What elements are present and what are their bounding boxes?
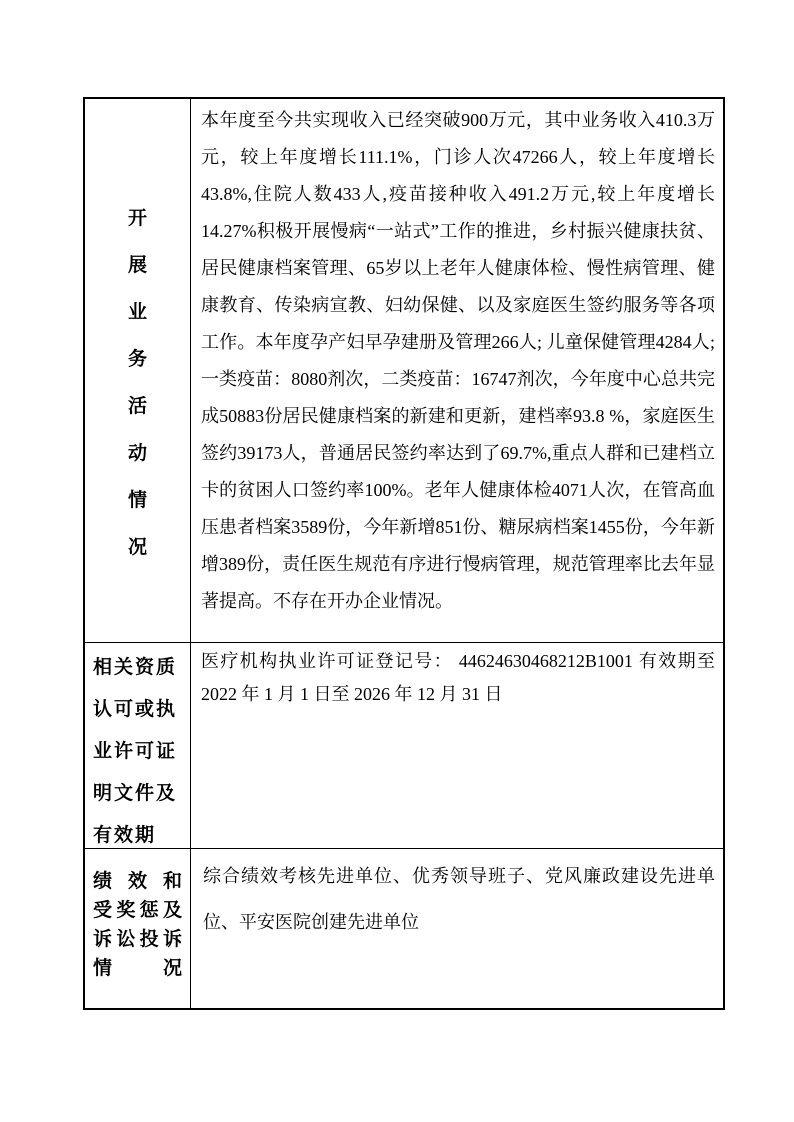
license-label-line: 明文件及 (93, 783, 178, 804)
report-table (83, 97, 725, 1010)
license-label-line: 认可或执 (93, 699, 178, 720)
awards-label-line: 情况 (93, 958, 182, 979)
business-activity-label (85, 99, 190, 642)
label-char: 动 (127, 442, 147, 464)
license-label-line: 业许可证 (93, 741, 178, 762)
label-char: 情 (127, 489, 147, 511)
license-label-line: 有效期 (93, 825, 157, 846)
content-cell-business-activity (191, 99, 723, 643)
license-label (85, 643, 190, 857)
license-text: 医疗机构执业许可证登记号： 44624630468212B1001 有效期至 2022 年 1 月 1 日至 2026 年 12 月 31 日 (201, 651, 715, 704)
content-cell-license (191, 643, 723, 849)
label-char: 展 (127, 254, 147, 276)
awards-text: 综合绩效考核先进单位、优秀领导班子、党风廉政建设先进单位、平安医院创建先进单位 (203, 866, 715, 932)
content-cell-awards (191, 849, 723, 1008)
license-label-line: 相关资质 (93, 657, 178, 678)
label-char: 业 (127, 301, 147, 323)
awards-label-line: 绩效和 (93, 871, 182, 892)
awards-label-line: 诉讼投诉 (93, 929, 182, 950)
label-cell-business-activity (85, 99, 191, 643)
label-cell-awards (85, 849, 191, 1008)
awards-label (85, 849, 190, 983)
label-cell-license (85, 643, 191, 849)
label-char: 开 (127, 207, 147, 229)
label-char: 务 (127, 348, 147, 370)
business-activity-text: 本年度至今共实现收入已经突破900万元，其中业务收入410.3万元，较上年度增长111.1%，门诊人次47266人，较上年度增长43.8%,住院人数433人,疫苗接种收入491.2万元,较上年度增长14.27%积极开展慢病“一站式”工作的推进，乡村振兴健康扶贫、居民健康档案管理、65岁以上老年人健康体检、慢性病管理、健康教育、传染病宣教、妇幼保健、以及家庭医生签约服务等各项工作。本年度孕产妇早孕建册及管理266人; 儿童保健管理4284人; 一类疫苗：8080剂次，二类疫苗：16747剂次，今年度中心总共完成50883份居民健康档案的新建和更新，建档率93.8 %，家庭医生签约39173人，普通居民签约率达到了69.7%,重点人群和已建档立卡的贫困人口签约率100%。老年人健康体检4071人次，在管高血压患者档案3589份，今年新增851份、糖尿病档案1455份，今年新增389份，责任医生规范有序进行慢病管理，规范管理率比去年显著提高。不存在开办企业情况。 (201, 110, 715, 611)
label-char: 活 (127, 395, 147, 417)
awards-label-line: 受奖惩及 (93, 900, 182, 921)
label-char: 况 (127, 536, 147, 558)
